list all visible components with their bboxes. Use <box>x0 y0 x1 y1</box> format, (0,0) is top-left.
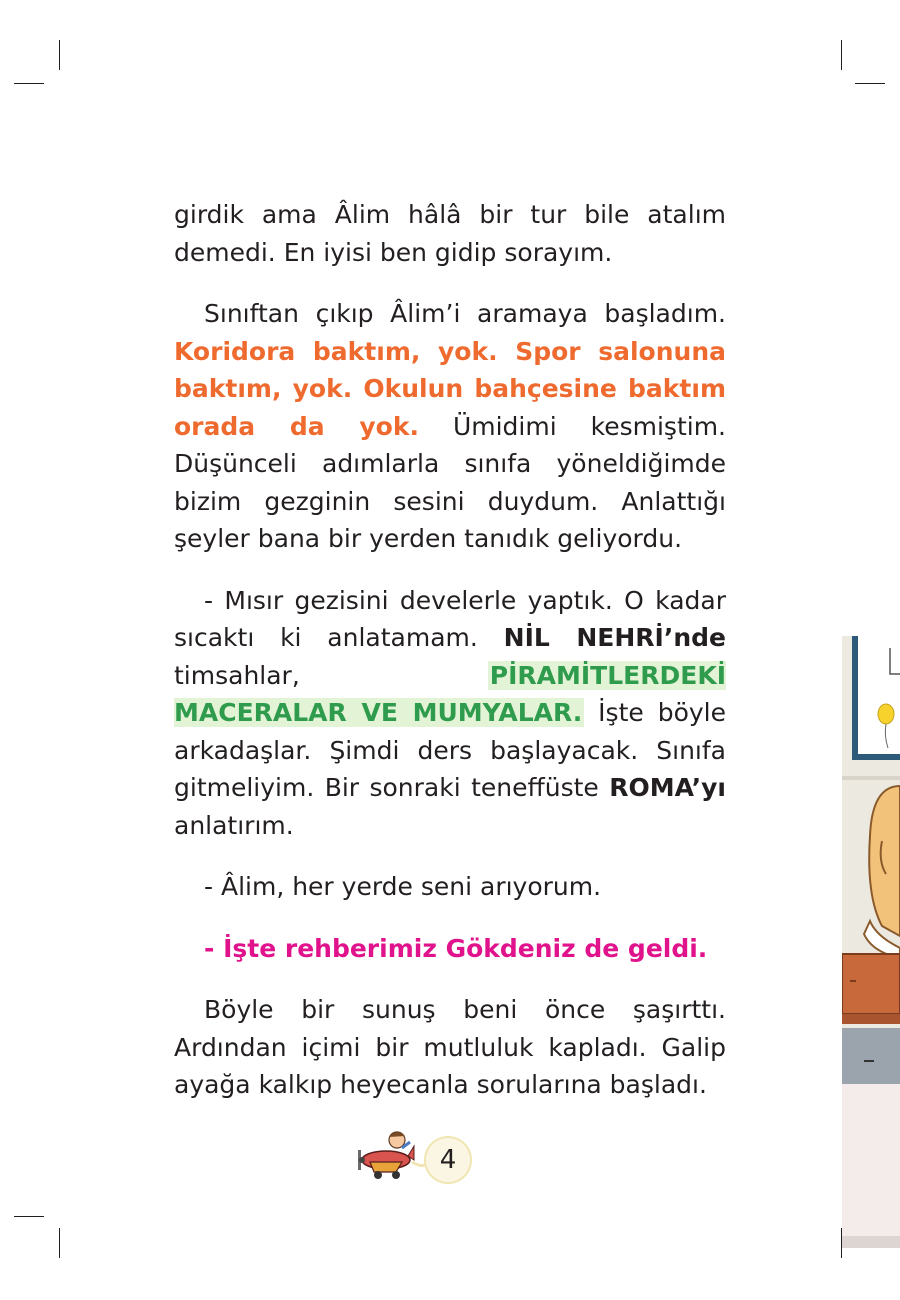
text-run: Ümidimi kesmiştim. Düşünceli adımlarla sınıfa yöneldiğimde bizim gezginin sesini duydum. Anlattığı şeyler bana bir yerden tanıdık geliyordu. <box>174 411 726 553</box>
crop-mark-bottom-left-horizontal <box>14 1216 44 1217</box>
crop-mark-top-right-horizontal <box>855 83 885 84</box>
text-run: Sınıftan çıkıp Âlim’i aramaya başladım. <box>204 299 726 328</box>
bold-place-name: NİL NEHRİ’nde <box>503 623 726 652</box>
paragraph-2 <box>174 295 726 558</box>
paragraph-4 <box>174 868 726 906</box>
text-run: anlatırım. <box>174 810 294 840</box>
paragraph-3 <box>174 582 726 845</box>
text-run: Böyle bir sunuş beni önce şaşırttı. Ardından içimi bir mutluluk kapladı. Galip ayağa kalkıp heyecanla sorularına başladı. <box>174 995 726 1099</box>
orange-highlight-text: Koridora baktım, yok. Spor salonuna baktım, yok. Okulun bahçesine baktım orada da yok. <box>174 336 726 441</box>
crop-mark-top-left-horizontal <box>14 83 44 84</box>
page-number: 4 <box>424 1136 472 1184</box>
paragraph-5 <box>174 930 726 968</box>
paragraph-6 <box>174 991 726 1104</box>
magenta-dialogue: - İşte rehberimiz Gökdeniz de geldi. <box>204 933 708 963</box>
paragraph-1 <box>174 196 726 271</box>
text-run: İşte böyle arkadaşlar. Şimdi ders başlayacak. Sınıfa gitmeliyim. Bir sonraki teneffüste <box>174 698 727 802</box>
text-run: - Âlim, her yerde seni arıyorum. <box>204 872 602 901</box>
classroom-illustration-svg <box>842 636 900 1248</box>
classroom-illustration <box>842 636 900 1248</box>
green-highlight-text: PİRAMİTLERDEKİ MACERALAR VE MUMYALAR. <box>174 660 726 727</box>
text-run: - Mısır gezisini develerle yaptık. O kadar sıcaktı ki anlatamam. <box>174 585 726 652</box>
crop-mark-bottom-left-vertical <box>59 1228 60 1258</box>
text-run: timsahlar, <box>174 660 488 690</box>
bold-place-name: ROMA’yı <box>609 773 726 802</box>
crop-mark-top-right-vertical <box>841 40 842 70</box>
story-text <box>174 196 726 1128</box>
crop-mark-top-left-vertical <box>59 40 60 70</box>
text-run: girdik ama Âlim hâlâ bir tur bile atalım demedi. En iyisi ben gidip sorayım. <box>174 200 726 267</box>
